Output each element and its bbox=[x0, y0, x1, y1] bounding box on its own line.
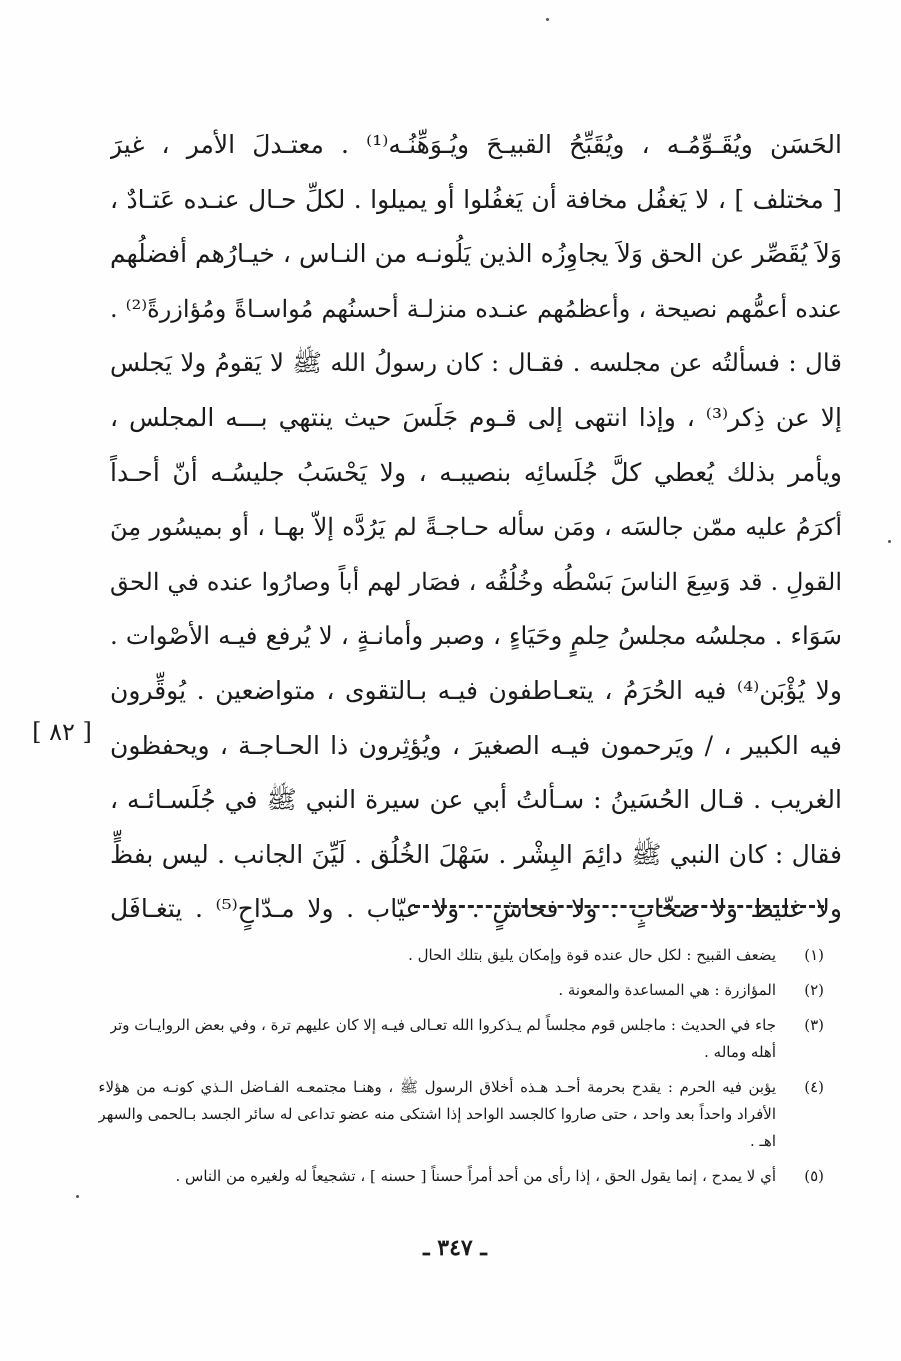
footnote-number: (٥) bbox=[804, 1167, 824, 1185]
footnote-item bbox=[118, 942, 824, 969]
footnote-text bbox=[118, 977, 776, 1004]
footnote-item bbox=[109, 1012, 824, 1066]
main-text-line: أكرَمُ عليه ممّن جالسَه ، ومَن سأله حـاجـةً لم يَرُدَّه إلاّ بهـا ، أو بميسُور مِنَ bbox=[110, 513, 842, 542]
scan-speck bbox=[888, 540, 891, 543]
main-text-line: القولِ . قد وَسِعَ الناسَ بَسْطُه وخُلُقُه ، فصَار لهم أباً وصارُوا عنده في الحق bbox=[110, 567, 842, 596]
footnote-line: جاء في الحديث : ماجلس قوم مجلساً لم يـذكروا الله تعـالى فيـه إلا كان عليهم ترة ، وفي بعض الروايـات وتر bbox=[109, 1016, 776, 1034]
scan-speck bbox=[76, 1195, 79, 1198]
scan-speck bbox=[546, 18, 549, 21]
main-text-line: إلا عن ذِكر⁽³⁾ ، وإذا انتهى إلى قـوم جَلَسَ حيث ينتهي بـــه المجلس ، bbox=[110, 402, 842, 432]
main-text-line: الحَسَن ويُقَـوِّمُـه ، ويُقَبِّحُ القبيـحَ ويُـوَهِّنُـه⁽¹⁾ . معتـدلَ الأمر ، غيرَ bbox=[110, 130, 842, 159]
footnote-number: (٣) bbox=[804, 1016, 824, 1034]
footnote-line: يؤبن فيه الحرم : يقدح بحرمة أحـد هـذه أخلاق الرسول ﷺ ، وهنـا مجتمعـه الفـاضل الـذي كونـه من هؤلاء bbox=[98, 1078, 776, 1096]
main-text-body bbox=[110, 118, 842, 937]
footnote-line: الأفراد واحداً بعد واحد ، حتى صاروا كالجسد الواحد إذا اشتكى منه عضو تداعى له سائر الجسد بـالحمى والسهر bbox=[98, 1105, 776, 1123]
margin-page-reference: [ ٨٢ ] bbox=[32, 718, 92, 746]
footnote-line: أي لا يمدح ، إنما يقول الحق ، إذا رأى من أحد أمراً حسناً [ حسنه ] ، تشجيعاً له ولغيره من الناس . bbox=[175, 1167, 776, 1185]
footnote-number: (١) bbox=[804, 946, 824, 964]
footnote-text bbox=[118, 942, 776, 969]
main-text-line: [ مختلف ] ، لا يَغفُل مخافة أن يَغفُلوا أو يميلوا . لكلِّ حـال عنـده عَتـادٌ ، bbox=[110, 184, 842, 214]
footnote-item bbox=[118, 977, 824, 1004]
footnote-line: أهله وماله . bbox=[704, 1043, 776, 1061]
main-text-line: سَوَاء . مجلسُه مجلسُ حِلمٍ وحَيَاءٍ ، وصبر وأمانـةٍ ، لا يُرفع فيـه الأصْوات . bbox=[110, 621, 842, 651]
footnote-line: المؤازرة : هي المساعدة والمعونة . bbox=[558, 981, 776, 999]
main-text-line: ويأمر بذلك يُعطي كلَّ جُلَسائِه بنصيبـه ، ولا يَحْسَبُ جليسُـه أنّ أحـداً bbox=[110, 457, 842, 487]
page-number: ـ ٣٤٧ ـ bbox=[423, 1235, 487, 1261]
footnote-item bbox=[118, 1163, 824, 1190]
footnote-line: اهـ . bbox=[749, 1132, 776, 1150]
main-text-line: فيه الكبير ، / ويَرحمون فيـه الصغيرَ ، ويُؤثِرون ذا الحـاجـة ، ويحفظون bbox=[110, 730, 842, 760]
footnote-separator bbox=[414, 905, 824, 908]
footnote-number: (٢) bbox=[804, 981, 824, 999]
main-text-line: عنده أعمُّهم نصيحة ، وأعظمُهم عنـده منزلـة أحسنُهم مُواسـاةً ومُؤازرةً⁽²⁾ . bbox=[110, 294, 842, 323]
footnotes-section bbox=[98, 942, 824, 1198]
footnote-text bbox=[118, 1163, 776, 1190]
main-text-line: قال : فسألتُه عن مجلسه . فقـال : كان رسولُ الله ﷺ لا يَقومُ ولا يَجلس bbox=[110, 348, 842, 378]
footnote-number: (٤) bbox=[804, 1078, 824, 1096]
main-text-line: ولا غليظ ولا صخّابٍ . ولا فحاشٍ . ولا عيّاب . ولا مـدّاحٍ⁽⁵⁾ . يتغـافَل bbox=[110, 894, 842, 924]
footnote-text bbox=[110, 1012, 776, 1066]
main-text-line: ولا يُؤْبَن⁽⁴⁾ فيه الحُرَمُ ، يتعـاطفون فيـه بـالتقوى ، متواضعين . يُوقِّرون bbox=[110, 675, 842, 705]
footnote-item bbox=[98, 1074, 824, 1155]
footnote-line: يضعف القبيح : لكل حال عنده قوة وإمكان يليق بتلك الحال . bbox=[408, 946, 776, 964]
footnote-text bbox=[98, 1074, 776, 1155]
main-text-line: فقال : كان النبي ﷺ دائِمَ البِشْر . سَهْلَ الخُلُق . لَيِّنَ الجانب . ليس بفظٍّ bbox=[110, 839, 842, 869]
main-text-line: الغريب . قـال الحُسَينُ : سـألتُ أبي عن سيرة النبي ﷺ في جُلَسـائـه ، bbox=[110, 785, 842, 815]
main-text-line: وَلاَ يُقَصِّر عن الحق وَلاَ يجاوِزُه الذين يَلُونـه من النـاس ، خيـارُهم أفضلُهم bbox=[110, 239, 842, 269]
